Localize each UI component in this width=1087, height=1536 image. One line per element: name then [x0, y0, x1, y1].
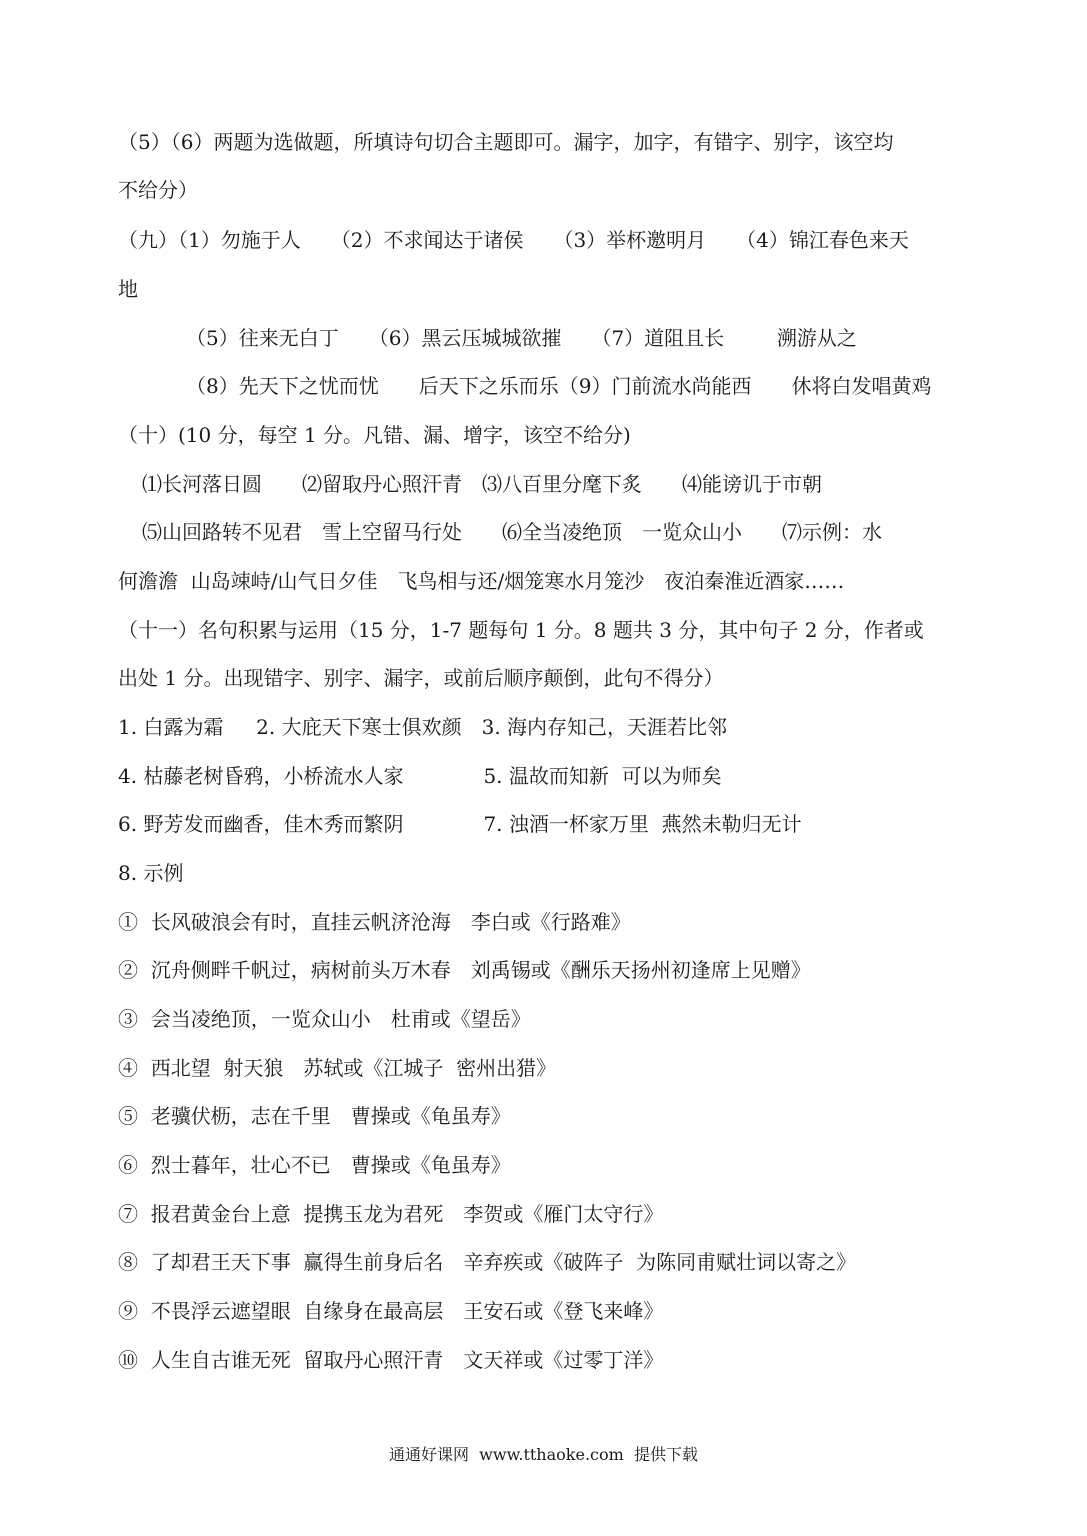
example-item-1: ① 长风破浪会有时，直挂云帆济沧海 李白或《行路难》 — [118, 910, 631, 934]
section-10-line1: ⑴长河落日圆 ⑵留取丹心照汗青 ⑶八百里分麾下炙 ⑷能谤讥于市朝 — [142, 472, 822, 496]
section-10-line3: 何澹澹 山岛竦峙/山气日夕佳 飞鸟相与还/烟笼寒水月笼沙 夜泊秦淮近酒家…… — [118, 569, 845, 593]
section-11-row1: 1. 白露为霜 2. 大庇天下寒士俱欢颜 3. 海内存知己，天涯若比邻 — [118, 715, 728, 739]
section-11-header-line1: （十一）名句积累与运用（15 分，1-7 题每句 1 分。8 题共 3 分，其中句子 2 分，作者或 — [118, 618, 924, 642]
section-8-note-line1: （5）（6）两题为选做题，所填诗句切合主题即可。漏字，加字，有错字、别字，该空均 — [118, 130, 894, 154]
example-item-8: ⑧ 了却君王天下事 赢得生前身后名 辛弃疾或《破阵子 为陈同甫赋壮词以寄之》 — [118, 1250, 857, 1274]
section-10-line2: ⑸山回路转不见君 雪上空留马行处 ⑹全当凌绝顶 一览众山小 ⑺示例：水 — [142, 520, 882, 544]
section-8-note-line2: 不给分） — [118, 178, 198, 202]
section-11-header-line2: 出处 1 分。出现错字、别字、漏字，或前后顺序颠倒，此句不得分） — [118, 666, 724, 690]
section-11-example-label: 8. 示例 — [118, 861, 184, 885]
example-item-10: ⑩ 人生自古谁无死 留取丹心照汗青 文天祥或《过零丁洋》 — [118, 1348, 664, 1372]
example-item-2: ② 沉舟侧畔千帆过，病树前头万木春 刘禹锡或《酬乐天扬州初逢席上见赠》 — [118, 958, 811, 982]
section-9-line3: （5）往来无白丁 （6）黑云压城城欲摧 （7）道阻且长 溯游从之 — [186, 326, 857, 350]
example-item-6: ⑥ 烈士暮年，壮心不已 曹操或《龟虽寿》 — [118, 1153, 511, 1177]
example-item-9: ⑨ 不畏浮云遮望眼 自缘身在最高层 王安石或《登飞来峰》 — [118, 1299, 664, 1323]
section-9-line4: （8）先天下之忧而忧 后天下之乐而乐（9）门前流水尚能西 休将白发唱黄鸡 — [186, 374, 932, 398]
example-item-4: ④ 西北望 射天狼 苏轼或《江城子 密州出猎》 — [118, 1056, 557, 1080]
section-10-header: （十）(10 分，每空 1 分。凡错、漏、增字，该空不给分) — [118, 423, 631, 447]
section-9-line1: （九）（1）勿施于人 （2）不求闻达于诸侯 （3）举杯邀明月 （4）锦江春色来天 — [118, 228, 909, 252]
section-11-row2: 4. 枯藤老树昏鸦，小桥流水人家 5. 温故而知新 可以为师矣 — [118, 764, 722, 788]
page-footer: 通通好课网 www.tthaoke.com 提供下载 — [389, 1445, 698, 1464]
example-item-7: ⑦ 报君黄金台上意 提携玉龙为君死 李贺或《雁门太守行》 — [118, 1202, 664, 1226]
section-9-line2: 地 — [118, 277, 138, 301]
example-item-3: ③ 会当凌绝顶，一览众山小 杜甫或《望岳》 — [118, 1007, 531, 1031]
section-11-row3: 6. 野芳发而幽香，佳木秀而繁阴 7. 浊酒一杯家万里 燕然未勒归无计 — [118, 812, 802, 836]
example-item-5: ⑤ 老骥伏枥，志在千里 曹操或《龟虽寿》 — [118, 1104, 511, 1128]
